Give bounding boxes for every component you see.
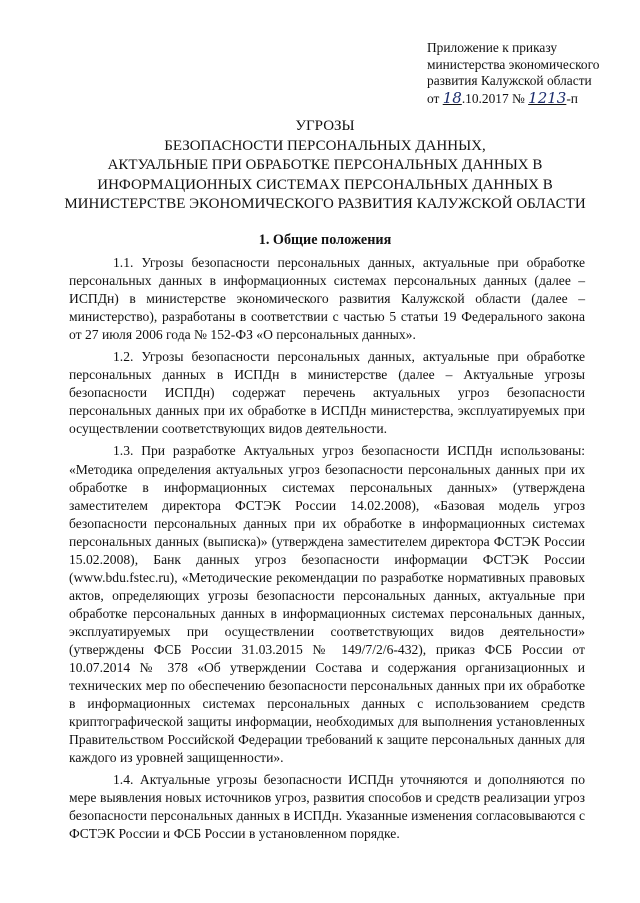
title-line-1: УГРОЗЫ — [295, 118, 355, 134]
paragraph-1-2: 1.2. Угрозы безопасности персональных данных, актуальные при обработке персональных данных в ИСПДн в министерстве (далее – Актуальные угрозы безопасности ИСПДн) содержат перечень актуальных угроз безопасности персональных данных при их обработке в ИСПДн министерства, эксплуатируемых при осуществлении соответствующих видов деятельности. — [69, 349, 585, 437]
annex-date-prefix: от — [427, 90, 443, 106]
section-body — [69, 254, 585, 848]
document-title — [60, 117, 590, 215]
title-line-2: БЕЗОПАСНОСТИ ПЕРСОНАЛЬНЫХ ДАННЫХ, — [164, 137, 486, 154]
annex-line-2: министерства экономического — [427, 56, 600, 72]
paragraph-1-3: 1.3. При разработке Актуальных угроз безопасности ИСПДн использованы: «Методика определения актуальных угроз безопасности персональных данных при их обработке в информационных системах персональных данных» (утверждена заместителем директора ФСТЭК России 14.02.2008), «Базовая модель угроз безопасности персональных данных при их обработке в информационных системах персональных данных (выписка)» (утверждена заместителем директора ФСТЭК России 15.02.2008), Банк данных угроз безопасности информации ФСТЭК России (www.bdu.fstec.ru), «Методические рекомендации по разработке нормативных правовых актов, определяющих угрозы безопасности персональных данных, актуальные при обработке персональных данных в информационных системах персональных данных, эксплуатируемых при осуществлении соответствующих видов деятельности» (утверждены ФСБ России 31.03.2015 № 149/7/2/6-432), приказ ФСБ России от 10.07.2014 № 378 «Об утверждении Состава и содержания организационных и технических мер по обеспечению безопасности персональных данных при их обработке в информационных системах персональных данных с использованием средств криптографической защиты информации, необходимых для выполнения установленных Правительством Российской Федерации требований к защите персональных данных для каждого из уровней защищенности». — [69, 443, 585, 766]
title-line-5: МИНИСТЕРСТВЕ ЭКОНОМИЧЕСКОГО РАЗВИТИЯ КАЛУЖСКОЙ ОБЛАСТИ — [64, 196, 586, 212]
annex-day-handwritten: 18 — [442, 88, 462, 107]
title-line-4: ИНФОРМАЦИОННЫХ СИСТЕМАХ ПЕРСОНАЛЬНЫХ ДАННЫХ В — [97, 176, 553, 193]
title-line-3: АКТУАЛЬНЫЕ ПРИ ОБРАБОТКЕ ПЕРСОНАЛЬНЫХ ДАННЫХ В — [107, 157, 543, 173]
annex-date-mid: .10.2017 № — [461, 90, 529, 106]
annex-line-1: Приложение к приказу — [427, 40, 558, 55]
annex-number-suffix: -п — [566, 90, 578, 106]
annex-date-line — [427, 90, 627, 108]
paragraph-1-1: 1.1. Угрозы безопасности персональных данных, актуальные при обработке персональных данных в информационных системах персональных данных (далее – ИСПДн) в министерстве экономического развития Калужской области (далее – министерство), разработаны в соответствии с частью 5 статьи 19 Федерального закона от 27 июля 2006 года № 152-ФЗ «О персональных данных». — [69, 255, 585, 343]
annex-line-3: развития Калужской области — [427, 73, 592, 88]
annex-header — [427, 40, 627, 107]
annex-number-handwritten: 1213 — [528, 88, 567, 107]
paragraph-1-4: 1.4. Актуальные угрозы безопасности ИСПДн уточняются и дополняются по мере выявления новых источников угроз, развития способов и средств реализации угроз безопасности персональных данных в ИСПДн. Указанные изменения согласовываются с ФСТЭК России и ФСБ России в установленном порядке. — [69, 772, 585, 842]
section-heading: 1. Общие положения — [258, 232, 392, 248]
